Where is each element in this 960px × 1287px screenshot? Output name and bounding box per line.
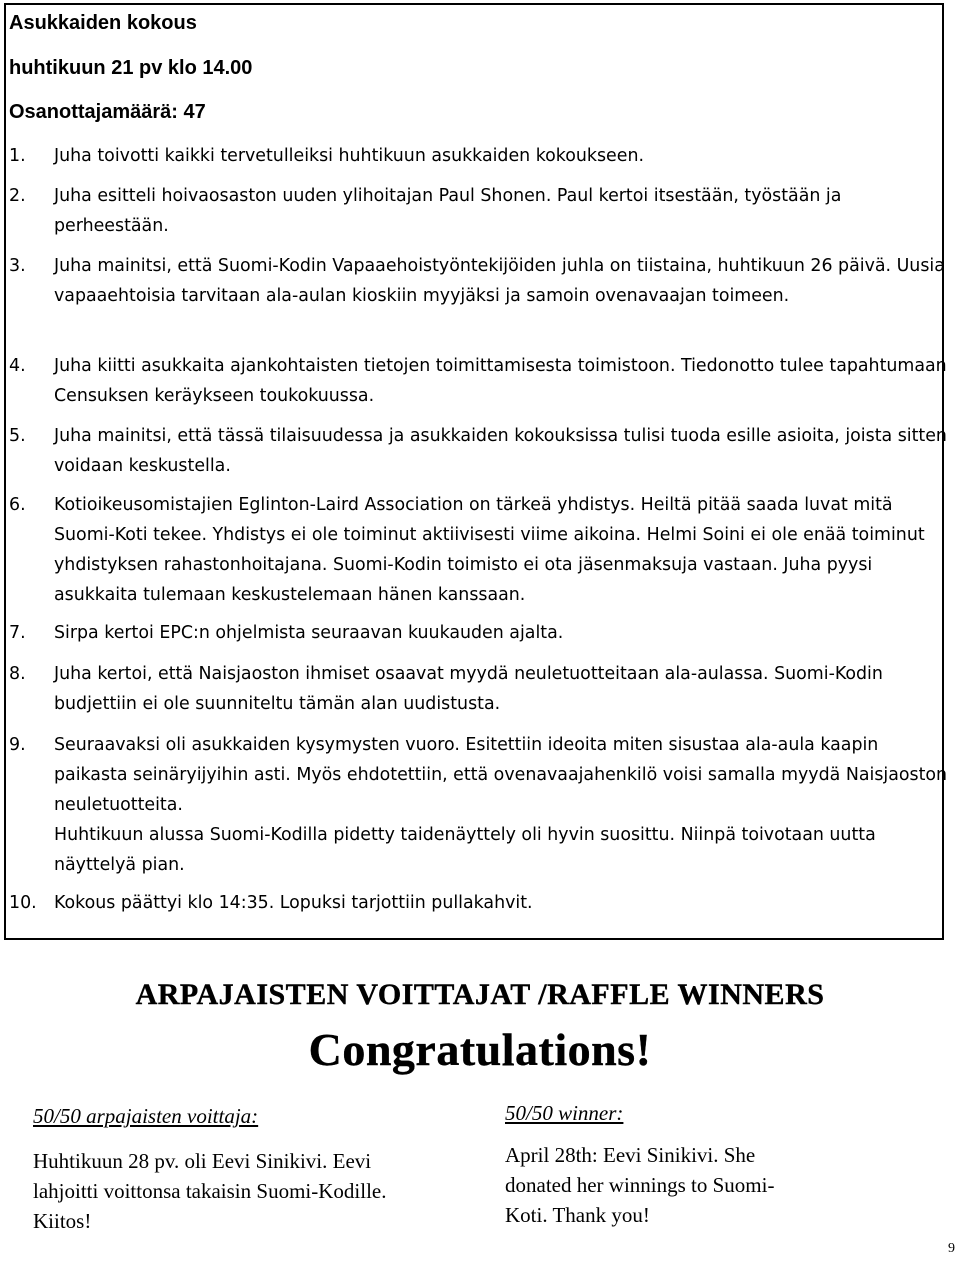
list-item <box>9 421 952 481</box>
list-item <box>9 181 952 241</box>
item-number: 10. <box>9 893 37 913</box>
item-number: 6. <box>9 495 26 515</box>
item-text: Juha mainitsi, että Suomi-Kodin Vapaaehoistyöntekijöiden juhla on tiistaina, huhtikuun 26 päivä. Uusia vapaaehtoisia tarvitaan ala-aulan kioskiin myyjäksi ja samoin ovenavaajan toimeen. <box>54 256 945 306</box>
list-item <box>9 490 952 610</box>
finnish-winner-text: Huhtikuun 28 pv. oli Eevi Sinikivi. Eevi lahjoitti voittonsa takaisin Suomi-Kodille. Kiitos! <box>33 1149 387 1233</box>
item-number: 2. <box>9 186 26 206</box>
minutes-heading: Asukkaiden kokous <box>9 12 197 34</box>
item-text: Kokous päättyi klo 14:35. Lopuksi tarjottiin pullakahvit. <box>54 893 533 913</box>
meeting-date: huhtikuun 21 pv klo 14.00 <box>9 57 253 79</box>
list-item <box>9 251 952 311</box>
item-text: Kotioikeusomistajien Eglinton-Laird Association on tärkeä yhdistys. Heiltä pitää saada luvat mitä Suomi-Koti tekee. Yhdistys ei ole toiminut aktiivisesti viime aikoina. Helmi Soini ei ole enää toiminut yhdistyksen rahastonhoitajana. Suomi-Kodin toimisto ei ota jäsenmaksuja vastaan. Juha pyysi asukkaita tulemaan keskustelemaan hänen kanssaan. <box>54 495 925 605</box>
english-winner-text: April 28th: Eevi Sinikivi. She donated her winnings to Suomi-Koti. Thank you! <box>505 1143 775 1227</box>
congratulations-banner: Congratulations! <box>308 1024 652 1075</box>
list-item <box>9 659 952 719</box>
list-item <box>9 730 952 880</box>
item-text: Juha esitteli hoivaosaston uuden ylihoitajan Paul Shonen. Paul kertoi itsestään, työstään ja perheestään. <box>54 186 842 236</box>
item-number: 5. <box>9 426 26 446</box>
finnish-winner-heading: 50/50 arpajaisten voittaja: <box>33 1104 259 1128</box>
english-winner-heading: 50/50 winner: <box>505 1101 624 1125</box>
item-number: 4. <box>9 356 26 376</box>
list-item <box>9 618 952 648</box>
item-text: Juha mainitsi, että tässä tilaisuudessa ja asukkaiden kokouksissa tulisi tuoda esille asioita, joista sitten voidaan keskustella. <box>54 426 947 476</box>
item-number: 3. <box>9 256 26 276</box>
item-number: 7. <box>9 623 26 643</box>
list-item <box>9 141 952 171</box>
item-number: 8. <box>9 664 26 684</box>
page-number: 9 <box>948 1241 955 1256</box>
raffle-title: ARPAJAISTEN VOITTAJAT /RAFFLE WINNERS <box>135 978 825 1011</box>
item-text: Seuraavaksi oli asukkaiden kysymysten vuoro. Esitettiin ideoita miten sisustaa ala-aula kaapin paikasta seinäryijyihin asti. Myös ehdotettiin, että ovenavaajahenkilö voisi samalla myydä Naisjaoston neuletuotteita. Huhtikuun alussa Suomi-Kodilla pidetty taidenäyttely oli hyvin suosittu. Niinpä toivotaan uutta näyttelyä pian. <box>54 735 948 875</box>
list-item <box>9 888 952 918</box>
item-number: 9. <box>9 735 26 755</box>
item-text: Juha kiitti asukkaita ajankohtaisten tietojen toimittamisesta toimistoon. Tiedonotto tulee tapahtumaan Censuksen keräykseen toukokuussa. <box>54 356 947 406</box>
item-text: Juha toivotti kaikki tervetulleiksi huhtikuun asukkaiden kokoukseen. <box>54 146 644 166</box>
item-text: Sirpa kertoi EPC:n ohjelmista seuraavan kuukauden ajalta. <box>54 623 564 643</box>
item-text: Juha kertoi, että Naisjaoston ihmiset osaavat myydä neuletuotteitaan ala-aulassa. Suomi-Kodin budjettiin ei ole suunniteltu tämän alan uudistusta. <box>54 664 883 714</box>
attendance-count: Osanottajamäärä: 47 <box>9 101 206 123</box>
item-number: 1. <box>9 146 26 166</box>
list-item <box>9 351 952 411</box>
